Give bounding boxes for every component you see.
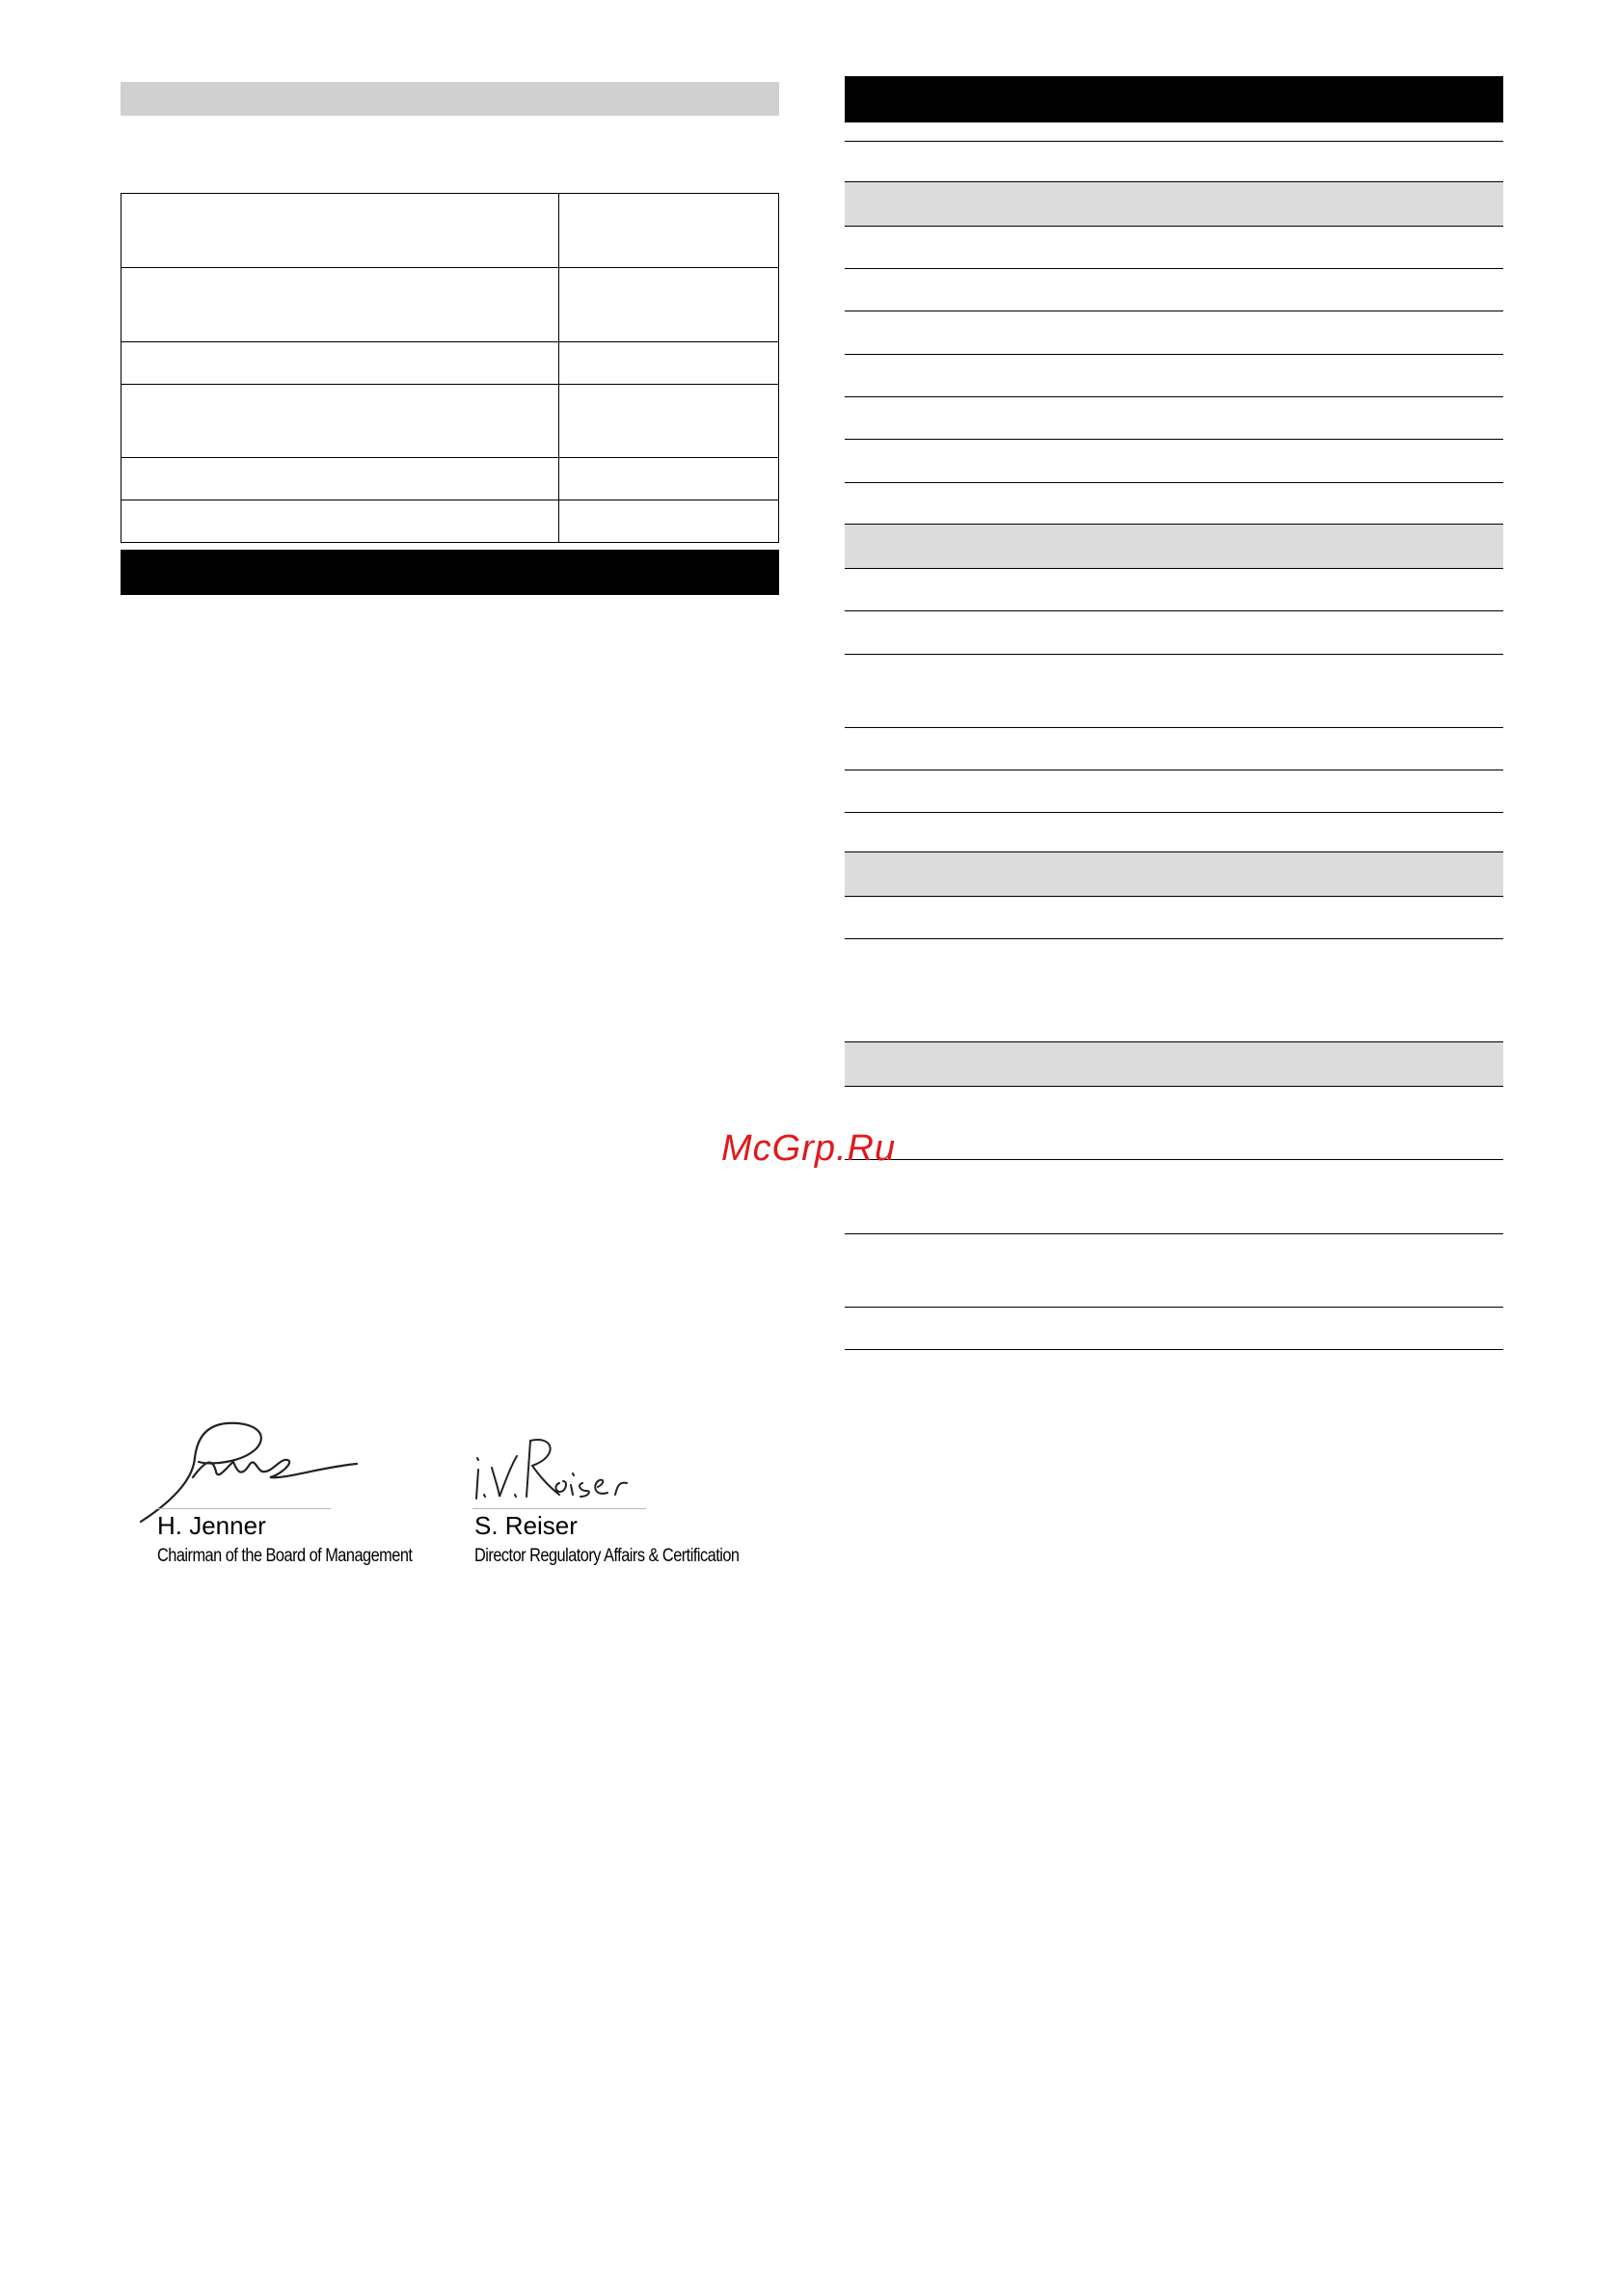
table-cell [121, 342, 559, 385]
signatory-name: S. Reiser [474, 1511, 578, 1540]
table-row [845, 355, 1503, 397]
table-row [121, 500, 779, 543]
table-row [845, 611, 1503, 655]
table-cell [559, 268, 779, 342]
table-row [845, 897, 1503, 939]
table-row [121, 458, 779, 500]
table-cell [559, 500, 779, 543]
table-row [845, 1308, 1503, 1350]
signatory-title: Chairman of the Board of Management [157, 1546, 413, 1566]
table-group-header [845, 181, 1503, 227]
table-row [845, 440, 1503, 483]
table-row [845, 483, 1503, 526]
table-row [121, 194, 779, 268]
table-row [845, 728, 1503, 770]
table-row [845, 269, 1503, 311]
table-cell [559, 342, 779, 385]
table-cell [559, 385, 779, 458]
table-row [845, 770, 1503, 813]
signature-jenner-icon [135, 1408, 366, 1524]
table-row [121, 268, 779, 342]
table-row [845, 397, 1503, 440]
left-data-table [121, 193, 779, 543]
table-cell [121, 500, 559, 543]
table-cell [121, 458, 559, 500]
table-cell [121, 385, 559, 458]
table-row [845, 227, 1503, 269]
table-cell [559, 194, 779, 268]
section-header-black [121, 550, 779, 595]
signature-reiser-icon [471, 1427, 654, 1509]
table-row [121, 342, 779, 385]
table-group-header [845, 851, 1503, 897]
signatory-title: Director Regulatory Affairs & Certification [474, 1546, 740, 1566]
table-row [845, 655, 1503, 728]
table-cell [121, 194, 559, 268]
signature-line [157, 1508, 331, 1509]
table-row [845, 569, 1503, 611]
table-row [845, 1234, 1503, 1308]
table-group-header [845, 1041, 1503, 1087]
signature-line [472, 1508, 646, 1509]
table-row [845, 311, 1503, 355]
table-row [845, 122, 1503, 142]
technical-data-header [845, 76, 1503, 122]
signatory-name: H. Jenner [157, 1511, 266, 1540]
watermark-text: McGrp.Ru [721, 1128, 897, 1169]
table-cell [121, 268, 559, 342]
table-row [845, 1087, 1503, 1160]
table-row [845, 939, 1503, 1043]
section-header-grey [121, 82, 779, 116]
table-row [121, 385, 779, 458]
table-group-header [845, 524, 1503, 569]
table-row [845, 1160, 1503, 1234]
table-cell [559, 458, 779, 500]
